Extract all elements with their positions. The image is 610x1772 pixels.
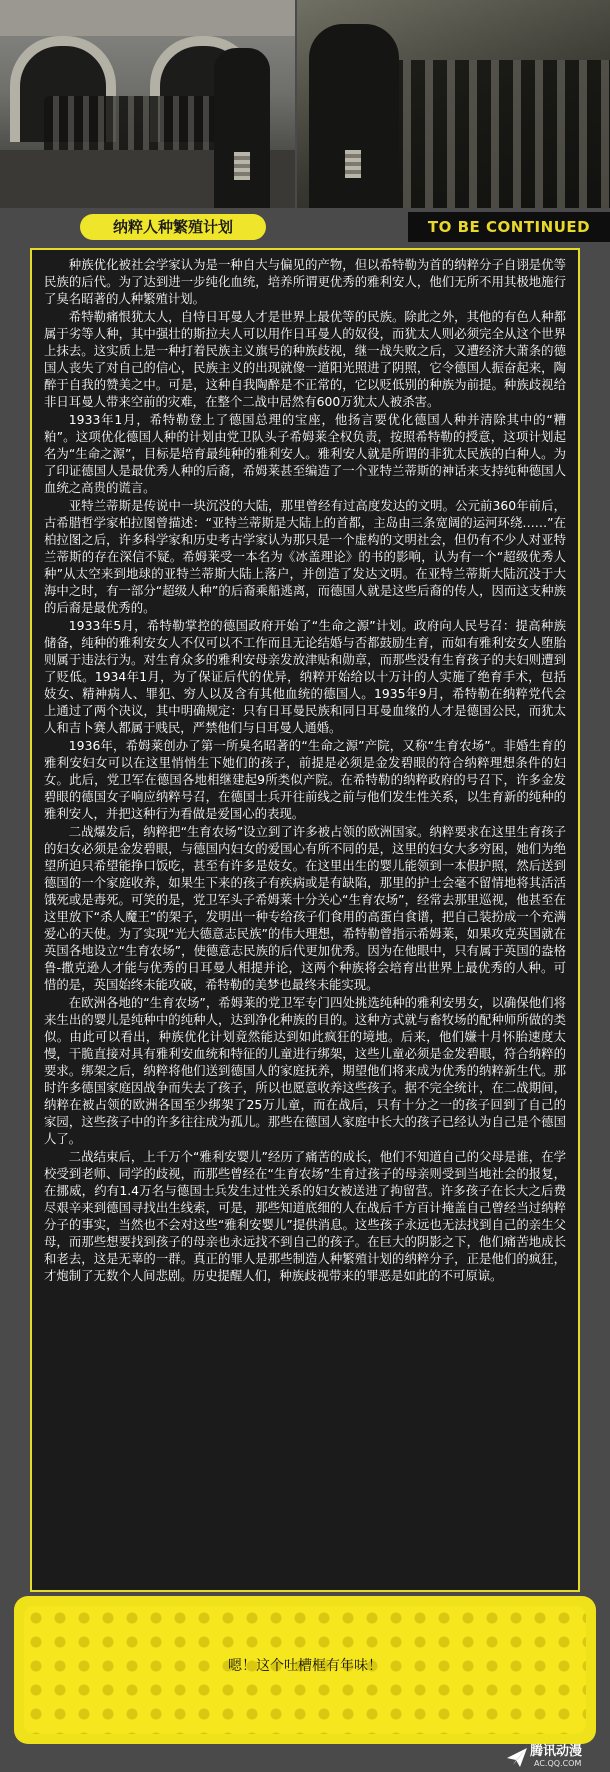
photo-left-wall [0, 0, 295, 36]
photo-right [297, 0, 610, 208]
article-paragraph: 希特勒痛恨犹太人，自恃日耳曼人才是世界上最优等的民族。除此之外，其他的有色人种都属于劣等人种，其中强壮的斯拉夫人可以用作日耳曼人的奴役，而犹太人则必须完全从这个世界上抹去。这实质上是一种打着民族主义旗号的种族歧视，继一战失败之后，又遭经济大萧条的德国人丧失了对自己的信心，民族主义的出现就像一道阳光照进了阴照，它令德国人振奋起来，陶醉于自我的赞美之中。可是，这种自我陶醉是不正常的，它以贬低别的种族为前提。种族歧视给非日耳曼人带来空前的灾难，在整个二战中居然有600万犹太人被杀害。 [44, 309, 566, 409]
logo-domain: AC.QQ.COM [534, 1759, 582, 1768]
title-banner [0, 210, 610, 244]
article-paragraph: 二战结束后，上千万个“雅利安婴儿”经历了痛苦的成长，他们不知道自己的父母是谁，在学校受到老师、同学的歧视，而那些曾经在“生育农场”生育过孩子的母亲则受到当地社会的报复，在挪威，约有1.4万名与德国士兵发生过性关系的妇女被送进了拘留营。许多孩子在长大之后费尽艰辛来到德国寻找出生线索，可是，那些知道底细的人在战后千方百计掩盖自己曾经当过纳粹分子的事实，当然也不会对这些“雅利安婴儿”提供消息。这些孩子永远也无法找到自己的亲生父母，而那些想要找到孩子的母亲也永远找不到自己的孩子。在巨大的阴影之下，他们痛苦地成长和老去，这是无辜的一群。真正的罪人是那些制造人种繁殖计划的纳粹分子，正是他们的疯狂，才炮制了无数个人间悲剧。历史提醒人们，种族歧视带来的罪恶是如此的不可原谅。 [44, 1149, 566, 1283]
article-paragraph: 1936年，希姆莱创办了第一所臭名昭著的“生命之源”产院，又称“生育农场”。非婚生育的雅利安妇女可以在这里悄悄生下她们的孩子，前提是必须是金发碧眼的符合纳粹理想条件的妇女。此后，党卫军在德国各地相继建起9所类似产院。在希特勒的纳粹政府的号召下，许多金发碧眼的德国女子响应纳粹号召，在德国士兵开往前线之前与他们发生性关系，以生育新的纯种的雅利安人，并把这种行为看做是爱国心的表现。 [44, 738, 566, 821]
article-box [30, 248, 580, 1592]
article-text [44, 256, 566, 1284]
to-be-continued-label: TO BE CONTINUED [408, 212, 610, 242]
comment-box [14, 1596, 596, 1744]
comment-footer [14, 1596, 596, 1772]
paper-plane-icon [506, 1746, 528, 1768]
article-paragraph: 种族优化被社会学家认为是一种自大与偏见的产物，但以希特勒为首的纳粹分子自诩是优等民族的后代。为了达到进一步纯化血统，培养所谓更优秀的雅利安人，他们无所不用其极地施行了臭名昭著的人种繁殖计划。 [44, 257, 566, 306]
comment-text: 嗯！这个吐槽框有年味！ [228, 1658, 382, 1674]
photo-left [0, 0, 295, 208]
photo-left-figure [214, 48, 270, 208]
tencent-comic-logo [506, 1744, 610, 1770]
logo-name: 腾讯动漫 [530, 1744, 583, 1759]
censor-mosaic [345, 150, 361, 178]
header-photos [0, 0, 610, 208]
article-paragraph: 在欧洲各地的“生育农场”，希姆莱的党卫军专门四处挑选纯种的雅利安男女，以确保他们将来生出的婴儿是纯种中的纯种人，达到净化种族的目的。这种方式就与畜牧场的配种师所做的类似。由此可以看出，种族优化计划竟然能达到如此疯狂的境地。后来，他们嫌十月怀胎速度太慢，干脆直接对具有雅利安血统和特征的儿童进行绑架，这些儿童必须是金发碧眼，符合纳粹的要求。绑架之后，纳粹将他们送到德国人的家庭抚养，期望他们将来成为优秀的纳粹新生代。那时许多德国家庭因战争而失去了孩子，所以也愿意收养这些孩子。据不完全统计，在二战期间，纳粹在被占领的欧洲各国至少绑架了25万儿童，而在战后，只有十分之一的孩子回到了自己的家园，这些孩子中的许多往往成为孤儿。那些在德国人家庭中长大的孩子已经认为自己是个德国人了。 [44, 995, 566, 1146]
censor-mosaic [234, 152, 250, 180]
article-paragraph: 1933年5月，希特勒掌控的德国政府开始了“生命之源”计划。政府向人民号召：提高种族储备，纯种的雅利安女人不仅可以不工作而且无论结婚与否都鼓励生育，而如有雅利安女人堕胎则属于违法行为。对生育众多的雅利安母亲发放津贴和勋章，而那些没有生育孩子的夫妇则遭到了贬低。1934年1月，为了保证后代的优异，纳粹开始给以十万计的人实施了绝育手术，包括妓女、精神病人、罪犯、穷人以及含有其他血统的德国人。1935年9月，希特勒在纳粹党代会上通过了两个决议，其中明确规定：只有日耳曼民族和同日耳曼血缘的人才是德国公民，而犹太人和吉卜赛人都属于贱民，严禁他们与日耳曼人通婚。 [44, 618, 566, 735]
article-title: 纳粹人种繁殖计划 [80, 214, 266, 240]
photo-right-figure [309, 24, 399, 208]
article-paragraph: 1933年1月，希特勒登上了德国总理的宝座，他扬言要优化德国人种并清除其中的“糟粕”。这项优化德国人种的计划由党卫队头子希姆莱全权负责，按照希特勒的授意，这项计划起名为“生命之源”，目标是培育最纯种的雅利安人。雅利安人就是所谓的非犹太民族的白种人。为了印证德国人是最优秀人种的后裔，希姆莱甚至编造了一个亚特兰蒂斯的神话来支持纯种德国人血统之高贵的谎言。 [44, 412, 566, 495]
article-paragraph: 二战爆发后，纳粹把“生育农场”设立到了许多被占领的欧洲国家。纳粹要求在这里生育孩子的妇女必须是金发碧眼，与德国内妇女的爱国心有所不同的是，这里的妇女大多穷困，她们为绝望所迫只希望能挣口饭吃，甚至有许多是妓女。在这里出生的婴儿能领到一本假护照，然后送到德国的一个家庭收养，如果生下来的孩子有疾病或是有缺陷，那里的护士会毫不留情地将其活活饿死或是毒死。可笑的是，党卫军头子希姆莱十分关心“生育农场”，经常去那里巡视，他甚至在这里放下“杀人魔王”的架子，发明出一种专给孩子们食用的高蛋白食谱，把自己装扮成一个充满爱心的天使。为了实现“光大德意志民族”的伟大理想，希特勒曾指示希姆莱，如果攻克英国就在英国各地设立“生育农场”，使德意志民族的后代更加优秀。因为在他眼中，只有属于英国的盎格鲁-撒克逊人才能与优秀的日耳曼人相提并论，这两个种族将会培育出世界上最优秀的人种。可惜的是，英国始终未能攻破，希特勒的美梦也最终未能实现。 [44, 824, 566, 992]
article-paragraph: 亚特兰蒂斯是传说中一块沉没的大陆，那里曾经有过高度发达的文明。公元前360年前后，古希腊哲学家柏拉图曾描述：“亚特兰蒂斯是大陆上的首都，主岛由三条宽阔的运河环绕……”在柏拉图之后，许多科学家和历史考古学家认为那只是一个虚构的文明社会，但仍有不少人对亚特兰蒂斯的存在深信不疑。希姆莱受一本名为《冰盖理论》的书的影响，认为有一个“超级优秀人种”从太空来到地球的亚特兰蒂斯大陆上落户，并创造了发达文明。在亚特兰蒂斯大陆沉没于大海中之时，有一部分“超级人种”的后裔乘船逃离，而德国人就是这些后裔的传人，因而这支种族的后裔是最优秀的。 [44, 498, 566, 615]
photo-right-crowd [367, 60, 610, 208]
